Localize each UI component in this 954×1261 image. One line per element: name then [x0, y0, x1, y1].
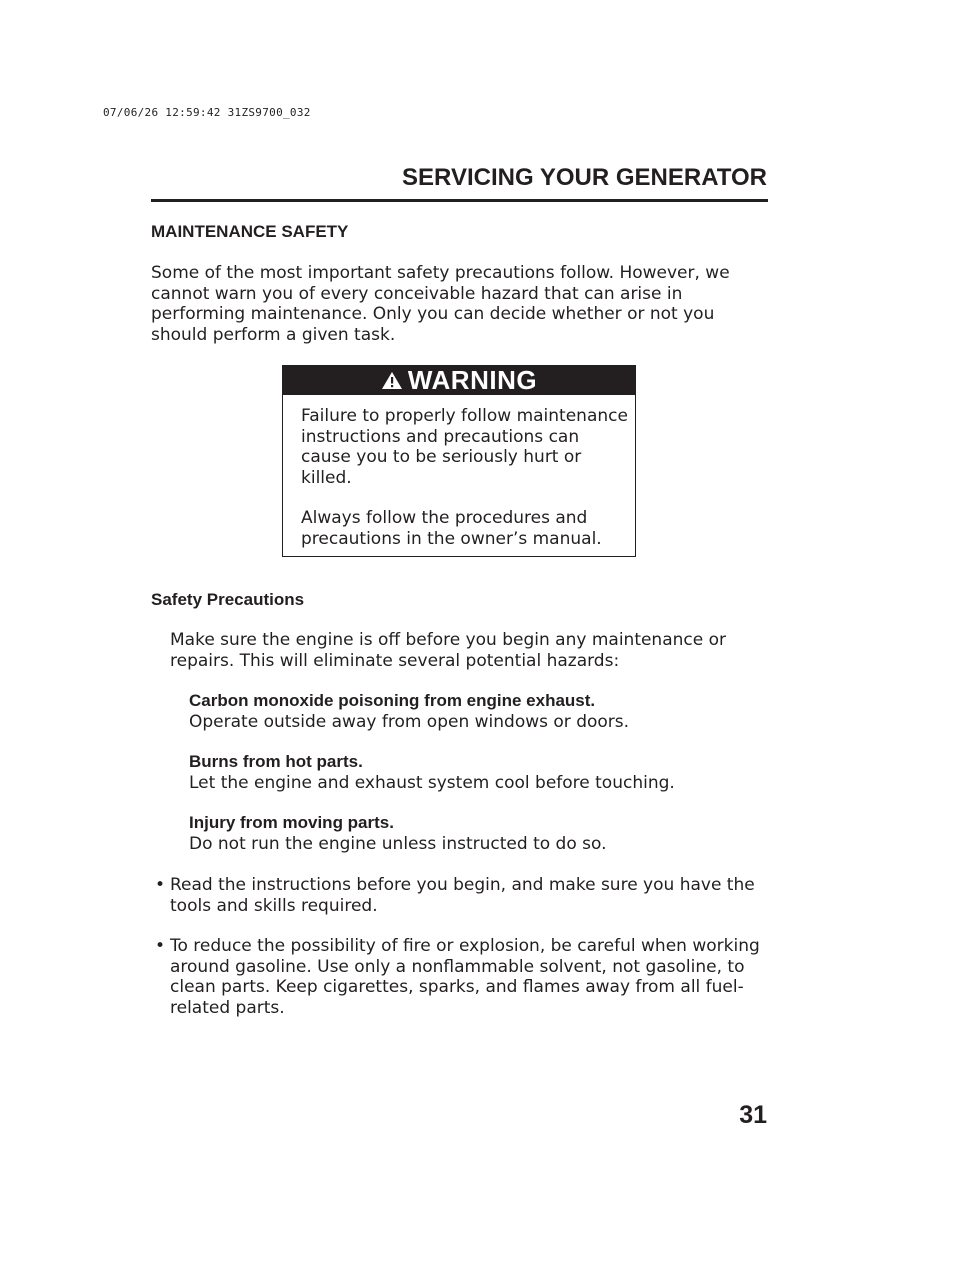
bullet-item-instructions [155, 875, 775, 916]
hazard-title: Burns from hot parts [189, 752, 359, 771]
hazard-detail: Operate outside away from open windows or doors. [189, 711, 630, 732]
hazard-detail: Let the engine and exhaust system cool before touching. [189, 772, 675, 793]
hazard-item-moving-parts: Injury from moving parts. Do not run the engine unless instructed to do so. [189, 813, 607, 854]
warning-paragraph-1: Failure to properly follow maintenance instructions and precautions can cause you to be seriously hurt or killed. [301, 406, 628, 488]
hazard-item-carbon-monoxide: Carbon monoxide poisoning from engine exhaust. Operate outside away from open windows or doors. [189, 691, 630, 732]
page-number: 31 [739, 1101, 767, 1129]
warning-label: WARNING [407, 365, 538, 395]
warning-paragraph-2: Always follow the procedures and precautions in the owner’s manual. [301, 508, 602, 549]
bullet-icon: • [155, 875, 166, 895]
bullet-text: To reduce the possibility of fire or explosion, be careful when working around gasoline. Use only a nonflammable solvent, not gasoline, to clean parts. Keep cigarettes, sparks, and flames away from all fuel-related parts. [170, 936, 760, 1018]
warning-box [282, 365, 636, 557]
warning-body [301, 406, 631, 569]
hazard-title: Carbon monoxide poisoning from engine exhaust [189, 691, 591, 710]
print-stamp: 07/06/26 12:59:42 31ZS9700_032 [103, 106, 311, 119]
bullet-item-fire [155, 936, 775, 1018]
warning-triangle-icon [381, 371, 403, 390]
maintenance-safety-heading: MAINTENANCE SAFETY [151, 222, 349, 241]
maintenance-safety-intro: Some of the most important safety precautions follow. However, we cannot warn you of every conceivable hazard that can arise in performing maintenance. Only you can decide whether or not you should perform a given task. [151, 263, 730, 345]
hazard-item-burns: Burns from hot parts. Let the engine and exhaust system cool before touching. [189, 752, 675, 793]
bullet-text: Read the instructions before you begin, and make sure you have the tools and skills required. [170, 875, 755, 916]
hazard-detail: Do not run the engine unless instructed to do so. [189, 833, 607, 854]
warning-banner [283, 366, 635, 395]
safety-precautions-intro: Make sure the engine is off before you begin any maintenance or repairs. This will eliminate several potential hazards: [170, 630, 727, 671]
title-rule [151, 199, 768, 202]
hazard-title: Injury from moving parts [189, 813, 390, 832]
bullet-icon: • [155, 936, 166, 956]
safety-precautions-heading: Safety Precautions [151, 590, 305, 609]
section-title: SERVICING YOUR GENERATOR [402, 164, 767, 191]
